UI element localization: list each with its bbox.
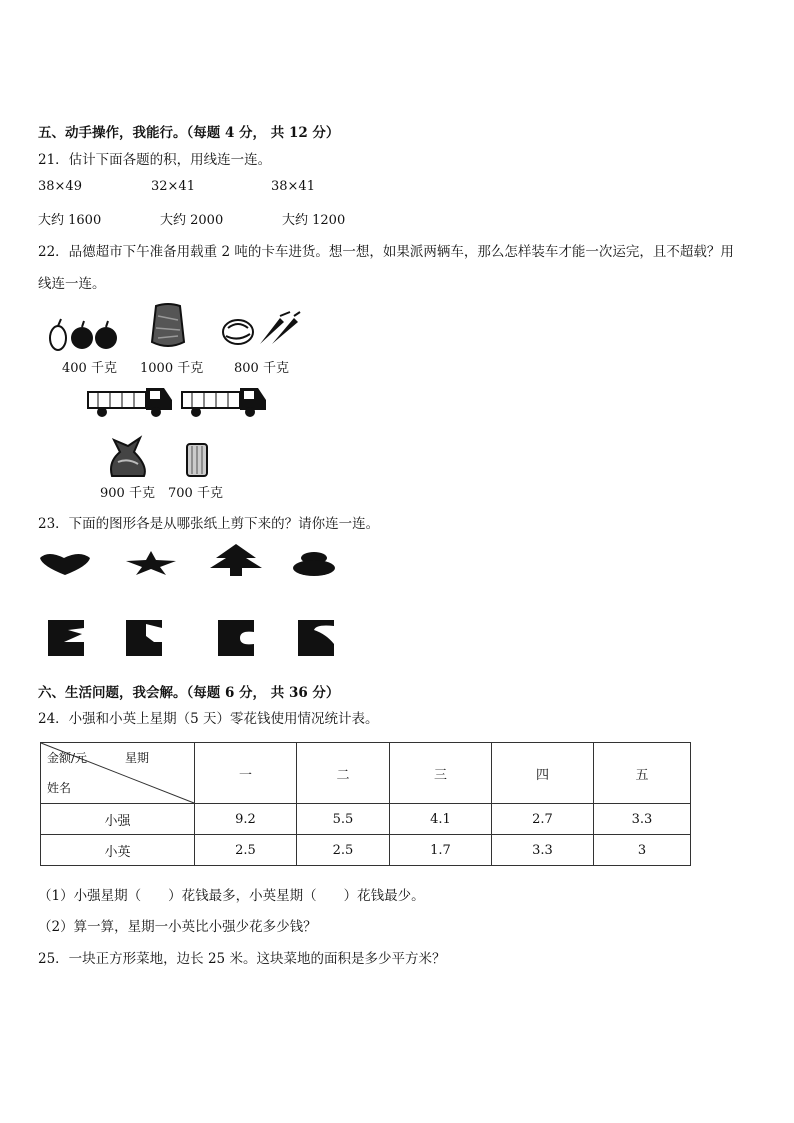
spending-table bbox=[40, 742, 691, 866]
cut-paper-icon bbox=[126, 620, 162, 656]
question-24-sub2: （2）算一算，星期一小英比小强少花多少钱？ bbox=[38, 919, 317, 935]
goods-label-700: 700 千克 bbox=[168, 486, 223, 501]
table-row-name: 小英 bbox=[41, 835, 195, 866]
table-cell: 3.3 bbox=[594, 804, 691, 835]
q21-estimate-2: 大约 2000 bbox=[160, 213, 224, 228]
q21-estimate-1: 大约 1600 bbox=[38, 213, 102, 228]
question-23-text: 23．下面的图形各是从哪张纸上剪下来的？请你连一连。 bbox=[38, 516, 380, 532]
q21-expression-3: 38×41 bbox=[271, 179, 315, 194]
table-row bbox=[41, 804, 691, 835]
goods-label-400: 400 千克 bbox=[62, 361, 117, 376]
q21-estimate-3: 大约 1200 bbox=[282, 213, 346, 228]
cut-paper-icon bbox=[218, 620, 254, 656]
question-21-text: 21．估计下面各题的积，用线连一连。 bbox=[38, 152, 272, 168]
table-row-name: 小强 bbox=[41, 804, 195, 835]
table-cell: 9.2 bbox=[195, 804, 297, 835]
section-five-title: 五、动手操作，我能行。（每题 4 分， 共 12 分） bbox=[38, 125, 340, 141]
corner-amount-label: 金额/元 bbox=[47, 751, 88, 765]
fruit-icon bbox=[48, 316, 120, 352]
table-cell: 3.3 bbox=[492, 835, 594, 866]
table-header-day: 五 bbox=[594, 743, 691, 804]
truck-icon bbox=[180, 384, 270, 420]
heart-icon bbox=[38, 552, 92, 576]
question-22-text-line1: 22．品德超市下午准备用载重 2 吨的卡车进货。想一想，如果派两辆车，那么怎样装车才能一次运完，且不超载？用 bbox=[38, 244, 734, 260]
question-24-sub1: （1）小强星期（ ）花钱最多，小英星期（ ）花钱最少。 bbox=[38, 888, 425, 904]
corner-day-label: 星期 bbox=[125, 751, 150, 765]
goods-label-800: 800 千克 bbox=[234, 361, 289, 376]
question-22-text-line2: 线连一连。 bbox=[38, 276, 106, 292]
mushroom-icon bbox=[292, 552, 336, 576]
table-header-day: 三 bbox=[390, 743, 492, 804]
cut-paper-icon bbox=[48, 620, 84, 656]
table-corner-cell bbox=[41, 743, 195, 804]
question-25-text: 25．一块正方形菜地，边长 25 米。这块菜地的面积是多少平方米？ bbox=[38, 951, 446, 967]
goods-label-900: 900 千克 bbox=[100, 486, 155, 501]
q21-expression-1: 38×49 bbox=[38, 179, 82, 194]
barrel-icon bbox=[184, 442, 210, 478]
tree-icon bbox=[208, 544, 264, 576]
table-cell: 2.7 bbox=[492, 804, 594, 835]
vegetable-icon bbox=[220, 312, 302, 348]
table-cell: 3 bbox=[594, 835, 691, 866]
table-header-day: 一 bbox=[195, 743, 297, 804]
question-24-text: 24．小强和小英上星期（5 天）零花钱使用情况统计表。 bbox=[38, 711, 379, 727]
bag-icon bbox=[108, 438, 152, 478]
table-header-row bbox=[41, 743, 691, 804]
table-header-day: 二 bbox=[297, 743, 390, 804]
section-six-title: 六、生活问题，我会解。（每题 6 分， 共 36 分） bbox=[38, 685, 340, 701]
cut-paper-icon bbox=[298, 620, 334, 656]
q21-expression-2: 32×41 bbox=[151, 179, 195, 194]
table-cell: 4.1 bbox=[390, 804, 492, 835]
table-row bbox=[41, 835, 691, 866]
table-header-day: 四 bbox=[492, 743, 594, 804]
goods-label-1000: 1000 千克 bbox=[140, 361, 204, 376]
truck-icon bbox=[86, 384, 176, 420]
table-cell: 5.5 bbox=[297, 804, 390, 835]
star-icon bbox=[126, 551, 176, 575]
corner-name-label: 姓名 bbox=[47, 781, 72, 795]
table-cell: 2.5 bbox=[195, 835, 297, 866]
table-cell: 2.5 bbox=[297, 835, 390, 866]
sack-icon bbox=[148, 302, 188, 350]
table-cell: 1.7 bbox=[390, 835, 492, 866]
